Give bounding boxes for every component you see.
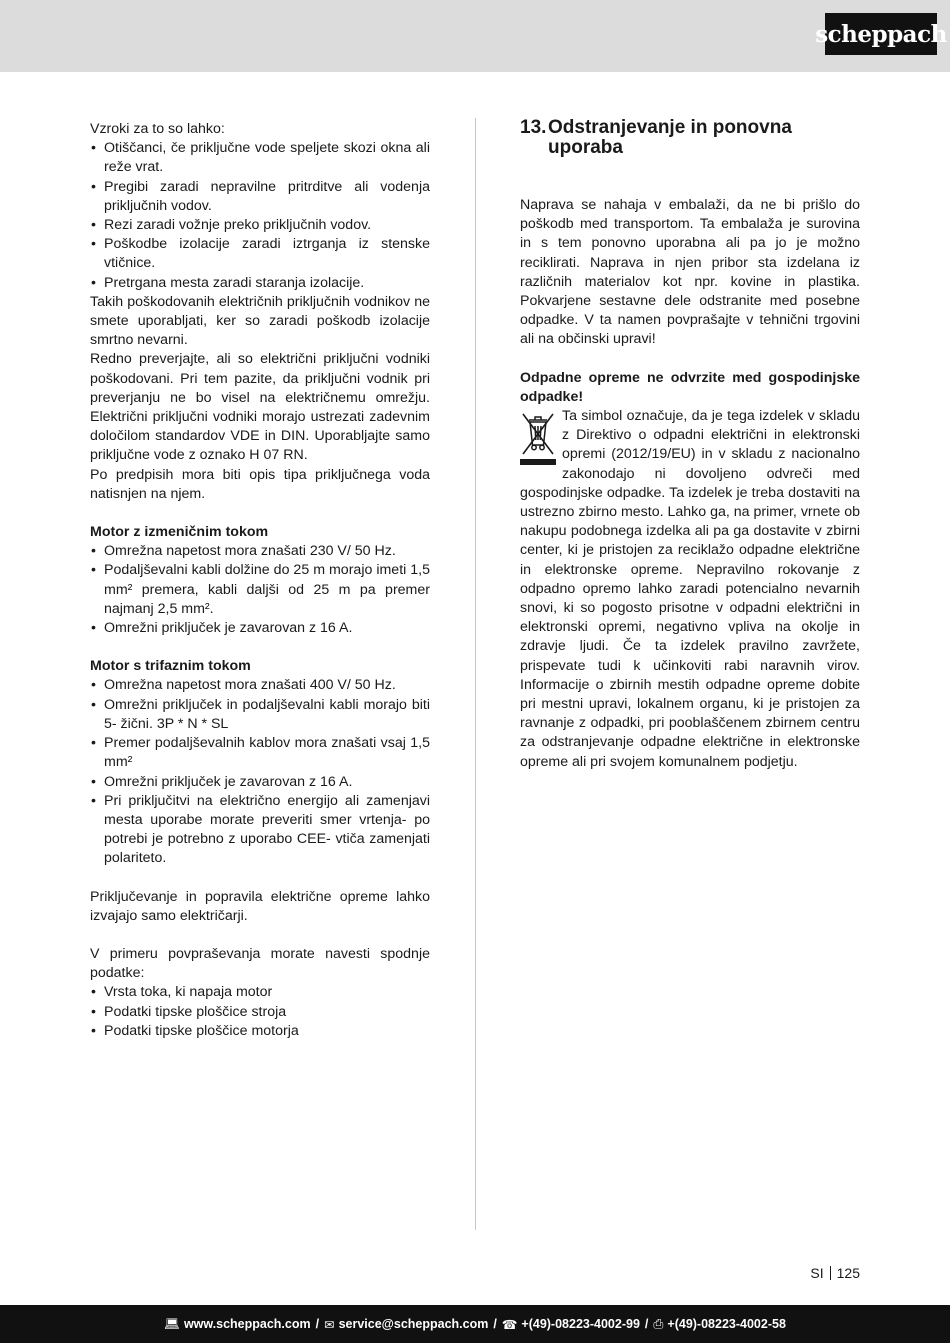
weee-block	[520, 407, 860, 772]
three-phase-motor-list	[90, 676, 430, 868]
electricians-paragraph: Priključevanje in popravila električne opreme lahko izvajajo samo električarji.	[90, 888, 430, 924]
email-link[interactable]: service@scheppach.com	[338, 1317, 489, 1331]
list-item: • Pregibi zaradi nepravilne pritrditve ali vodenja priključnih vodov.	[90, 178, 430, 216]
list-item: • Rezi zaradi vožnje preko priključnih vodov.	[90, 216, 430, 235]
left-column	[90, 120, 430, 1041]
list-item: • Premer podaljševalnih kablov mora znašati vsaj 1,5 mm²	[90, 734, 430, 772]
list-item: • Podaljševalni kabli dolžine do 25 m morajo imeti 1,5 mm² premera, kabli daljši od 25 m pa premer najmanj 2,5 mm².	[90, 561, 430, 619]
list-item: • Omrežna napetost mora znašati 400 V/ 50 Hz.	[90, 676, 430, 695]
page-separator	[830, 1266, 831, 1280]
inquiry-paragraph: V primeru povpraševanja morate navesti spodnje podatke:	[90, 945, 430, 982]
header-band	[0, 0, 950, 72]
contact-footer	[0, 1305, 950, 1343]
list-item: • Poškodbe izolacije zaradi iztrganja iz stenske vtičnice.	[90, 235, 430, 273]
footer-separator: /	[315, 1317, 320, 1331]
email-icon: ✉︎	[324, 1317, 335, 1332]
page-number: 125	[836, 1265, 860, 1281]
packaging-paragraph: Naprava se nahaja v embalaži, da ne bi prišlo do poškodb med transportom. Ta embalaža je surovina in s tem ponovno uporabna ali pa jo je možno reciklirati. Naprava in njen pribor sta izdelana iz različnih materialov kot npr. kovine in plastika. Pokvarjene sestavne dele odstranite med posebne odpadke. V ta namen povprašajte v tehnični trgovini ali na občinski upravi!	[520, 197, 860, 348]
fax-number: +(49)-08223-4002-58	[667, 1317, 786, 1331]
phone-number: +(49)-08223-4002-99	[521, 1317, 640, 1331]
list-item: • Omrežna napetost mora znašati 230 V/ 50 Hz.	[90, 542, 430, 561]
causes-intro: Vzroki za to so lahko:	[90, 121, 225, 137]
footer-separator: /	[644, 1317, 649, 1331]
weee-heading: Odpadne opreme ne odvrzite med gospodinjske odpadke!	[520, 369, 860, 405]
footer-separator: /	[493, 1317, 497, 1331]
three-phase-motor-heading: Motor s trifaznim tokom	[90, 658, 251, 675]
list-item: • Omrežni priključek in podaljševalni kabli morajo biti 5- žični. 3P * N * SL	[90, 696, 430, 734]
ac-motor-list	[90, 542, 430, 638]
list-item: • Vrsta toka, ki napaja motor	[90, 983, 430, 1002]
phone-icon: ☎︎	[501, 1317, 518, 1332]
column-divider	[475, 118, 476, 1230]
damaged-cables-paragraph: Takih poškodovanih električnih priključnih vodnikov ne smete uporabljati, ker so zaradi poškodb izolacije smrtno nevarni.	[90, 293, 430, 349]
causes-list	[90, 139, 430, 293]
language-code: SI	[810, 1265, 824, 1281]
list-item: • Otiščanci, če priključne vode speljete skozi okna ali reže vrat.	[90, 139, 430, 177]
fax-icon: ⎙	[653, 1316, 664, 1331]
inquiry-list	[90, 983, 430, 1041]
right-column	[520, 118, 860, 772]
section-title	[520, 118, 860, 158]
list-item: • Omrežni priključek je zavarovan z 16 A.	[90, 619, 430, 638]
computer-icon: 💻︎	[164, 1316, 180, 1331]
section-title-text: Odstranjevanje in ponovna uporaba	[548, 117, 792, 158]
section-number: 13.	[520, 117, 547, 138]
page-number-block	[810, 1265, 860, 1281]
ac-motor-heading: Motor z izmeničnim tokom	[90, 524, 269, 541]
list-item: • Omrežni priključek je zavarovan z 16 A.	[90, 773, 430, 792]
list-item: • Pri priključitvi na električno energijo ali zamenjavi mesta uporabe morate preveriti smer vrtenja- po potrebi je potrebno z uporabo CEE- vtiča zamenjati polariteto.	[90, 792, 430, 869]
website-link[interactable]: www.scheppach.com	[183, 1317, 311, 1331]
list-item: • Podatki tipske ploščice motorja	[90, 1022, 430, 1041]
type-description-paragraph: Po predpisih mora biti opis tipa priključnega voda natisnjen na njem.	[90, 466, 430, 502]
list-item: • Pretrgana mesta zaradi staranja izolacije.	[90, 274, 430, 293]
weee-text: Ta simbol označuje, da je tega izdelek v skladu z Direktivo o odpadni električni in elektronski opremi (2012/19/EU) in v skladu z nacionalno zakonodajo ni dovoljeno odvreči med gospodinjske odpadke. Ta izdelek je treba dostaviti na ustrezno zbirno mesto. Lahko ga, na primer, vrnete ob nakupu podobnega izdelka ali pa ga dostavite v zbirni center, ki je pristojen za reciklažo odpadne električne in elektronske opreme. Nepravilno rokovanje z odpadno opremo lahko zaradi potencialno nevarnih snovi, ki so pogosto prisotne v odpadni električni in elektronski opremi, negativno vpliva na okolje in zdravje ljudi. Če ta izdelek pravilno zavržete, prispevate tudi k učinkoviti rabi naravnih virov. Informacije o zbirnih mestih odpadne opreme dobite pri mestni upravi, lokalnem organu, ki je pristojen za ravnanje z odpadki, pri pooblaščenem zbirnem centru za odstranjevanje odpadne električne in elektronske opreme ali pri svojem komunalnem podjetju.	[520, 408, 860, 770]
check-cables-paragraph: Redno preverjajte, ali so električni priključni vodniki poškodovani. Pri tem pazite, da priključni vodnik pri preverjanju ne bo visel na električnemu omrežju. Električni priključni vodniki morajo ustrezati zadevnim določilom standardov VDE in DIN. Uporabljajte samo priključne vode z oznako H 07 RN.	[90, 351, 430, 464]
list-item: • Podatki tipske ploščice stroja	[90, 1003, 430, 1022]
scheppach-logo: scheppach	[825, 13, 937, 55]
crossed-out-bin-icon	[520, 409, 556, 467]
